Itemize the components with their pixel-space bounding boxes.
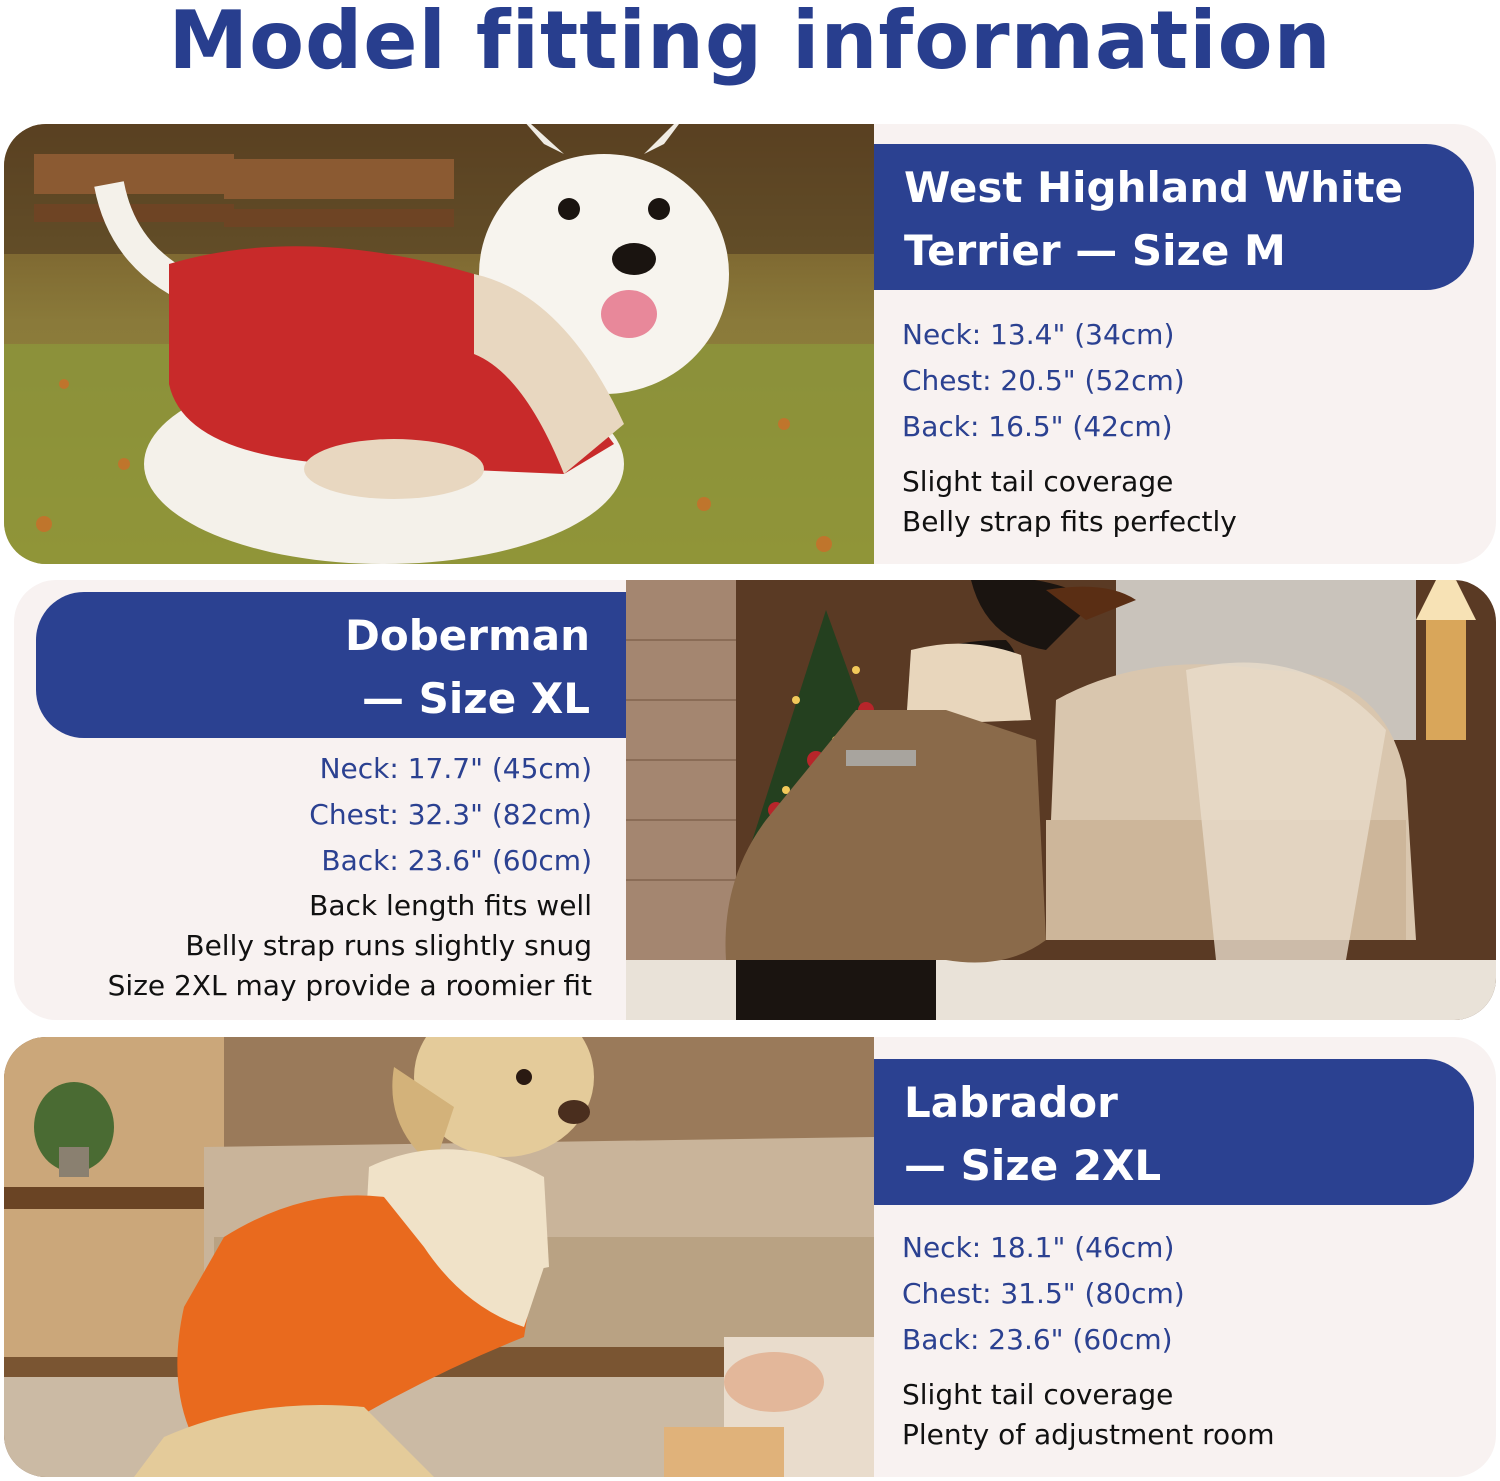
westie-heading-banner xyxy=(874,144,1474,290)
labrador-neck: Neck: 18.1" (46cm) xyxy=(902,1231,1175,1264)
labrador-photo xyxy=(4,1037,874,1477)
westie-note-1: Slight tail coverage xyxy=(902,465,1174,498)
model-card-labrador xyxy=(4,1037,1496,1477)
doberman-note-1: Back length fits well xyxy=(309,889,592,922)
doberman-heading-banner xyxy=(36,592,626,738)
doberman-heading-line1: Doberman xyxy=(345,611,590,660)
westie-neck: Neck: 13.4" (34cm) xyxy=(902,318,1175,351)
westie-note-2: Belly strap fits perfectly xyxy=(902,505,1237,538)
model-card-westie xyxy=(4,124,1496,564)
page-title: Model fitting information xyxy=(168,0,1332,87)
doberman-photo xyxy=(626,580,1496,1020)
labrador-heading-banner xyxy=(874,1059,1474,1205)
labrador-measurements xyxy=(902,1225,1185,1363)
westie-heading-line2: Terrier — Size M xyxy=(904,226,1286,275)
labrador-note-1: Slight tail coverage xyxy=(902,1378,1174,1411)
doberman-heading-line2: — Size XL xyxy=(362,674,590,723)
westie-back: Back: 16.5" (42cm) xyxy=(902,410,1173,443)
doberman-note-2: Belly strap runs slightly snug xyxy=(185,929,592,962)
westie-chest: Chest: 20.5" (52cm) xyxy=(902,364,1185,397)
labrador-heading-line1: Labrador xyxy=(904,1078,1118,1127)
labrador-heading-line2: — Size 2XL xyxy=(904,1141,1162,1190)
doberman-notes xyxy=(54,886,592,1006)
westie-notes xyxy=(902,462,1237,542)
model-card-doberman xyxy=(14,580,1496,1020)
westie-measurements xyxy=(902,312,1185,450)
doberman-note-3: Size 2XL may provide a roomier fit xyxy=(107,969,592,1002)
westie-heading-line1: West Highland White xyxy=(904,163,1404,212)
labrador-note-2: Plenty of adjustment room xyxy=(902,1418,1275,1451)
labrador-back: Back: 23.6" (60cm) xyxy=(902,1323,1173,1356)
labrador-chest: Chest: 31.5" (80cm) xyxy=(902,1277,1185,1310)
doberman-chest: Chest: 32.3" (82cm) xyxy=(309,798,592,831)
labrador-notes xyxy=(902,1375,1275,1455)
doberman-back: Back: 23.6" (60cm) xyxy=(321,844,592,877)
doberman-neck: Neck: 17.7" (45cm) xyxy=(319,752,592,785)
westie-photo xyxy=(4,124,874,564)
doberman-measurements xyxy=(214,746,592,884)
